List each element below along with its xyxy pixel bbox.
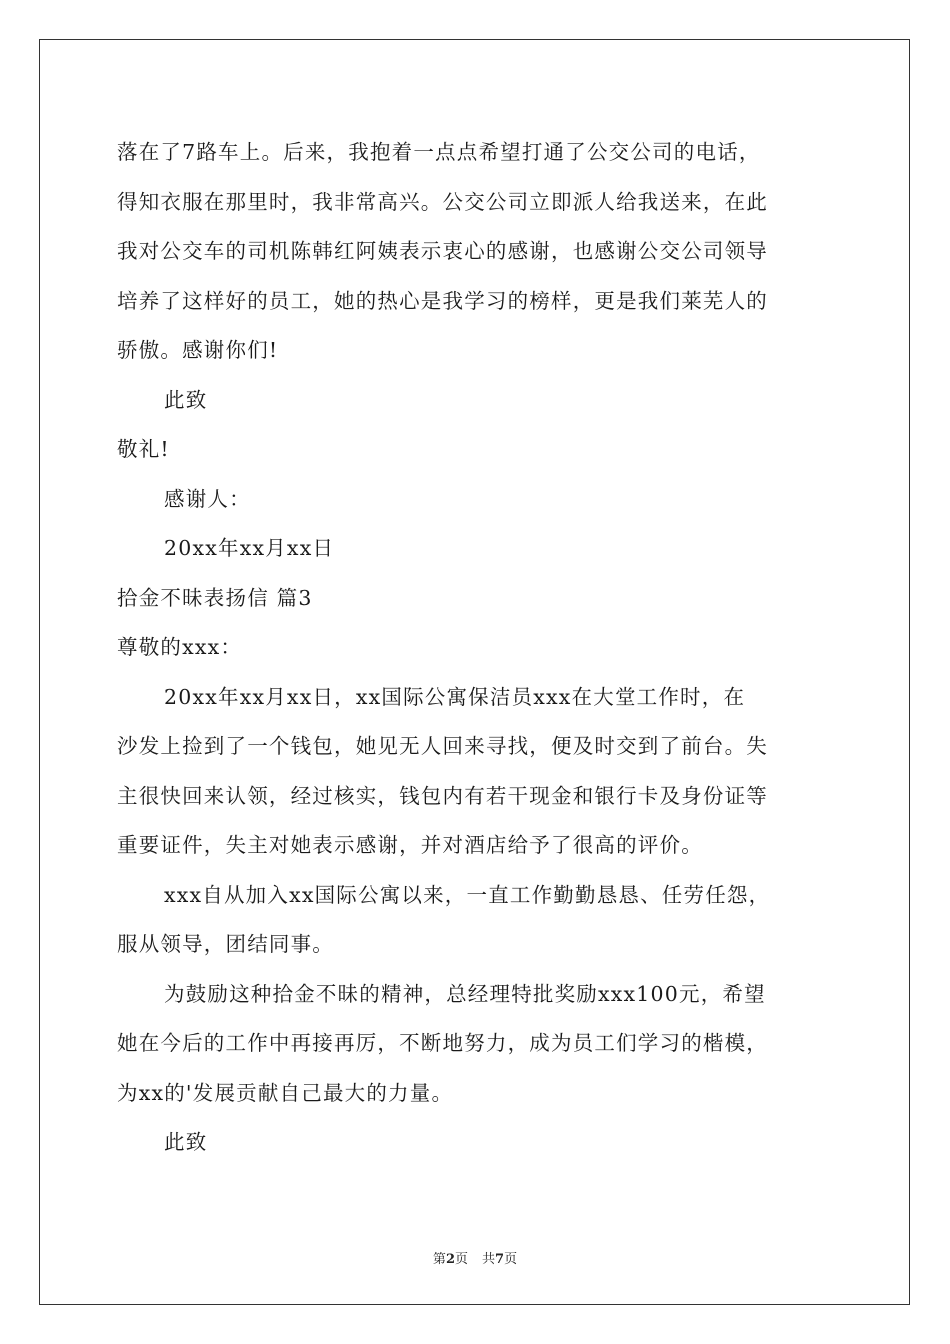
paragraph-line: xxx自从加入xx国际公寓以来，一直工作勤勤恳恳、任劳任怨， <box>164 882 771 907</box>
paragraph-line: 落在了7路车上。后来，我抱着一点点希望打通了公交公司的电话， <box>117 140 761 164</box>
page-footer <box>0 1248 950 1267</box>
paragraph-line: 沙发上捡到了一个钱包，她见无人回来寻找，便及时交到了前台。失 <box>117 734 768 758</box>
page-current: 2 <box>445 1252 455 1267</box>
total-prefix: 共 <box>482 1252 496 1267</box>
paragraph-line: 为鼓励这种拾金不昧的精神，总经理特批奖励xxx100元，希望 <box>164 981 766 1006</box>
paragraph-line: 服从领导，团结同事。 <box>117 932 334 956</box>
page-prefix: 第 <box>432 1252 446 1267</box>
paragraph-line: 主很快回来认领，经过核实，钱包内有若干现金和银行卡及身份证等 <box>117 783 768 808</box>
closing-salutation: 此致 <box>164 1130 208 1154</box>
page-suffix: 页 <box>454 1252 468 1267</box>
closing-regards: 敬礼! <box>117 437 170 461</box>
section-heading: 拾金不昧表扬信 篇3 <box>117 585 313 610</box>
letter-date: 20xx年xx月xx日 <box>164 536 335 560</box>
total-suffix: 页 <box>504 1252 518 1267</box>
letter-greeting: 尊敬的xxx： <box>117 635 243 659</box>
page-total: 7 <box>495 1252 505 1267</box>
paragraph-line: 培养了这样好的员工，她的热心是我学习的榜样，更是我们莱芜人的 <box>117 288 768 313</box>
paragraph-line: 20xx年xx月xx日，xx国际公寓保洁员xxx在大堂工作时，在 <box>164 684 746 709</box>
paragraph-line: 为xx的'发展贡献自己最大的力量。 <box>117 1080 454 1105</box>
paragraph-line: 骄傲。感谢你们! <box>117 338 279 362</box>
paragraph-line: 她在今后的工作中再接再厉，不断地努力，成为员工们学习的楷模， <box>117 1031 768 1055</box>
signature-label: 感谢人： <box>164 486 251 511</box>
paragraph-line: 我对公交车的司机陈韩红阿姨表示衷心的感谢，也感谢公交公司领导 <box>117 239 768 263</box>
paragraph-line: 重要证件，失主对她表示感谢，并对酒店给予了很高的评价。 <box>117 833 703 857</box>
letter-body <box>117 128 837 1168</box>
paragraph-line: 得知衣服在那里时，我非常高兴。公交公司立即派人给我送来，在此 <box>117 189 768 214</box>
closing-salutation: 此致 <box>164 387 208 412</box>
